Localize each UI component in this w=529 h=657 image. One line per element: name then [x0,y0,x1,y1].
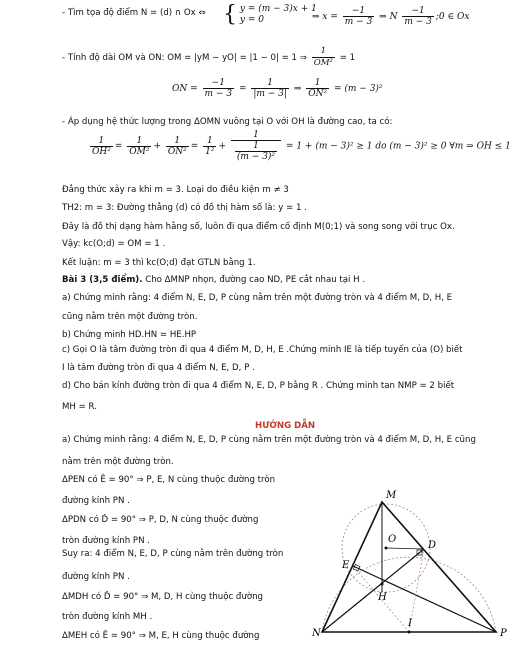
text-OM: - Tính độ dài OM và ON: OM = |yM − yO| = |1 − 0| = 1 ⇒ [62,53,307,63]
text-d: d) Cho bán kính đường tròn đi qua 4 điểm N, E, D, P bằng R . Chứng minh tan NMP = 2 biết [62,381,455,391]
line-OM: - Tính độ dài OM và ON: OM = |yM − yO| = |1 − 0| = 1 ⇒ $\frac{1}{\text{OM²}}$ = 1 [62,46,356,68]
line-d-cont [62,402,97,413]
line-sol-a-cont [62,457,174,468]
line-bai-3 [62,275,365,286]
text-OM-eq: = 1 [339,53,356,63]
line-b [62,330,196,341]
text-suy-ra: Suy ra: 4 điểm N, E, D, P cùng nằm trên đường tròn [62,549,284,559]
text-huong-dan: HƯỚNG DẪN [255,421,316,431]
line-ON: ON = $\frac{-1}{m - 3}$ = $\frac{1}{|m - 3|}$ ⇒ $\frac{1}{\text{ON²}}$ = (m − 3)² [172,78,383,99]
ON-squared: = (m − 3)² [333,84,383,94]
bai-3-statement: Cho ΔMNP nhọn, đường cao ND, PE cắt nhau tại H . [142,275,366,285]
line-PDN [62,515,258,526]
label-H: H [378,592,387,603]
line-a-cont [62,312,197,323]
line-OH: $\frac{1}{\text{OH²}}$ = $\frac{1}{\text{OM²}}$ + $\frac{1}{\text{ON²}}$ = $\frac{1}{\text{1²}}$ + $\frac{1}{\frac{1}{\text{(m − 3)²}}}$ = 1 + (m − 3)² ≥ 1 do (m − 3)² ≥ 0 ∀m ⇒ OH ≤ 1 [92,130,511,162]
line-c-cont [62,363,255,374]
text-a-cont: cũng nằm trên một đường tròn. [62,312,198,322]
line-a [62,293,452,304]
text-dang-thuc: Đẳng thức xảy ra khi m = 3. Loại do điều kiện m ≠ 3 [62,185,289,195]
text-PEN: ΔPEN có Ê = 90° ⇒ P, E, N cùng thuộc đường tròn [62,475,276,485]
ON-equals: ON = [172,84,198,94]
text-day-la: Đây là đồ thị dạng hàm hằng số, luôn đi qua điểm cố định M(0;1) và song song với trục Ox. [62,222,455,232]
text-a: a) Chứng minh rằng: 4 điểm N, E, D, P cùng nằm trên một đường tròn và 4 điểm M, D, H, E [62,293,453,303]
text-c: c) Gọi O là tâm đường tròn đi qua 4 điểm M, D, H, E .Chứng minh IE là tiếp tuyến của (O) biết [62,345,463,355]
line-sol-a [62,435,476,446]
text-ap-dung: - Áp dụng hệ thức lượng trong ΔOMN vuông tại O với OH là đường cao, ta có: [62,117,393,127]
label-M: M [386,490,397,501]
text-d-cont: MH = R. [62,402,97,412]
line-MDH [62,592,263,603]
heading-huong-dan [255,421,315,432]
text-th2: TH2: m = 3: Đường thẳng (d) có đồ thị hàm số là: y = 1 . [62,203,307,213]
text-sol-a-cont: nằm trên một đường tròn. [62,457,174,467]
text-PDN-cont: tròn đường kính PN . [62,536,151,546]
geometry-figure [300,480,525,650]
line-vay [62,239,165,250]
text-PDN: ΔPDN có D̂ = 90° ⇒ P, D, N cùng thuộc đường [62,515,259,525]
text-vay: Vậy: kc(O;d) = OM = 1 . [62,239,166,249]
label-I: I [408,618,412,629]
text-find-N: - Tìm tọa độ điểm N = (d) ∩ Ox ⇔ [62,8,206,18]
text-ket-luan: Kết luận: m = 3 thì kc(O;d) đạt GTLN bằng 1. [62,258,256,268]
label-O: O [388,534,397,545]
point-H [381,583,384,586]
text-MDH-cont: tròn đường kính MH . [62,612,153,622]
system-eq-2: y = 0 [239,15,264,25]
line-PEN [62,475,275,486]
system-eq-1: y = (m − 3)x + 1 [239,4,317,14]
text-b: b) Chứng minh HD.HN = HE.HP [62,330,197,340]
text-MDH: ΔMDH có D̂ = 90° ⇒ M, D, H cùng thuộc đường [62,592,263,602]
line-suy-ra [62,549,283,560]
point-I [408,631,411,634]
text-PEN-cont: đường kính PN . [62,496,130,506]
in-Ox: ∈ Ox [447,12,470,22]
line-suy-ra-cont [62,572,130,583]
implies-ON: ⇒ [293,84,302,94]
line-ap-dung [62,117,392,128]
line-MDH-cont [62,612,152,623]
point-O [385,547,388,550]
text-suy-ra-cont: đường kính PN . [62,572,130,582]
label-N: N [312,628,321,639]
altitude-PE [353,566,496,632]
system-equations: { y = (m − 3)x + 1 y = 0 [223,2,317,27]
text-c-cont: I là tâm đường tròn đi qua 4 điểm N, E, D, P . [62,363,255,373]
OH-conclusion: = 1 + (m − 3)² ≥ 1 do (m − 3)² ≥ 0 ∀m ⇒ OH ≤ 1 [285,141,511,152]
x-solution: ⇒ x = $\frac{-1}{m - 3}$ ⇒ N $\frac{-1}{m - 3}$ ;0 ∈ Ox [312,6,470,27]
line-ket-luan [62,258,256,269]
line-find-N [62,8,206,19]
label-E: E [342,560,350,571]
line-PDN-cont [62,536,150,547]
label-D: D [428,540,437,551]
line-dang-thuc [62,185,289,196]
line-c [62,345,463,356]
line-day-la [62,222,455,233]
label-P: P [500,628,507,639]
line-d [62,381,454,392]
implies-N: ⇒ N [379,12,398,22]
line-MEH [62,631,259,642]
line-th2 [62,203,307,214]
line-PEN-cont [62,496,130,507]
x-equals: ⇒ x = [312,12,338,22]
text-MEH: ΔMEH có Ê = 90° ⇒ M, E, H cùng thuộc đường [62,631,260,641]
text-sol-a: a) Chứng minh rằng: 4 điểm N, E, D, P cùng nằm trên một đường tròn và 4 điểm M, D, H, E cũng [62,435,476,445]
bai-3-title: Bài 3 (3,5 điểm). [62,275,143,285]
line-OD [386,548,424,549]
